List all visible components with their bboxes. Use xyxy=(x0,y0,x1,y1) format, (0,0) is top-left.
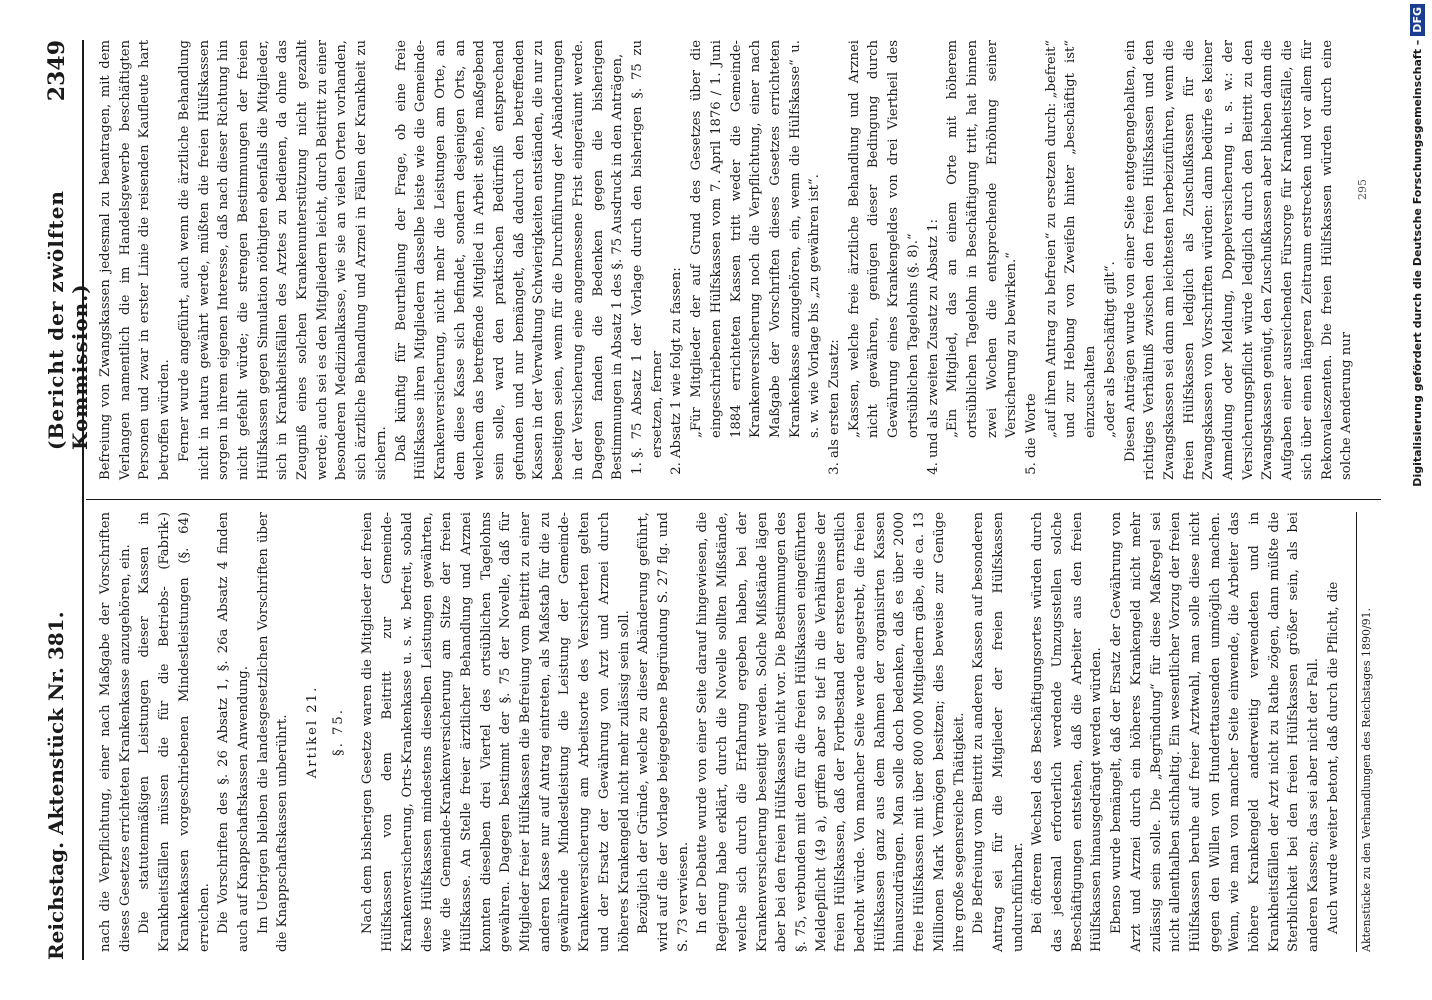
paragraph: Bei öfterem Wechsel des Beschäftigungsortes würden durch das jedesmal erforderlich werdende Umzugsstellen solche Beschäftigungen entstehen, daß die Arbeiter aus den freien Hülfskassen hinausgedrängt werden würden. xyxy=(1030,512,1105,952)
list-item xyxy=(825,40,924,458)
paragraph: Befreiung von Zwangskassen jedesmal zu beantragen, mit dem Verlangen namentlich die im Handelsgewerbe beschäftigten Personen und zwar in erster Linie die reisenden Kaufleute hart betroffen würden. xyxy=(98,40,173,480)
list-item xyxy=(667,40,825,458)
column-separator xyxy=(86,499,1381,500)
article-heading: Artikel 21. xyxy=(305,685,321,779)
list-item-text: die Worte xyxy=(1024,393,1040,458)
page-header xyxy=(44,40,92,960)
quoted-text: „oder als beschäftigt gilt“. xyxy=(1102,261,1118,438)
dfg-logo: DFG xyxy=(1410,4,1425,36)
paragraph: nach die Verpflichtung, einer nach Maßgabe der Vorschriften dieses Gesetzes errichteten Krankenkasse anzugehören, ein. xyxy=(98,512,133,952)
quoted-text: „auf ihren Antrag zu befreien“ zu ersetzen durch: „befreit“ und zur Hebung von Zweifeln hinter „beschäftigt ist“ einzuschalten xyxy=(1043,40,1099,438)
paragraph: Die Vorschriften des §. 26 Absatz 1, §. 26a Absatz 4 finden auch auf Knappschaftskassen Anwendung. xyxy=(216,512,251,952)
quoted-text: „Kassen, welche freie ärztliche Behandlung und Arznei nicht gewähren, genügen dieser Bedingung durch Gewährung eines Krankengeldes von drei Viertheil des ortsüblichen Tagelohns (§. 8).“ xyxy=(846,40,921,438)
list-item xyxy=(1022,40,1121,458)
header-right: (Bericht der zwölften Kommission.) xyxy=(44,190,92,450)
paragraph: Bezüglich der Gründe, welche zu dieser Abänderung geführt, wird auf die der Vorlage beigegebene Begründung S. 27 flg. und S. 73 verwiesen. xyxy=(636,512,691,952)
paragraph: Auch wurde weiter betont, daß durch die Pflicht, die xyxy=(1325,581,1341,934)
list-item-text: und als zweiten Zusatz zu Absatz 1: xyxy=(925,219,941,458)
list-item-text: §. 75 Absatz 1 der Vorlage durch den bisherigen §. 75 zu ersetzen, ferner xyxy=(629,40,665,458)
right-column xyxy=(96,40,1357,480)
header-left: Reichstag. Aktenstück Nr. 381. xyxy=(44,611,68,960)
paragraph: Ebenso wurde bemängelt, daß der Ersatz der Gewährung von Arzt und Arznei durch ein höheres Krankengeld nicht mehr zulässig sein solle. Die „Begründung“ für diese Maßregel sei nicht allenthalben stichhaltig. Ein wesentlicher Vorzug der freien Hülfskassen beruhe auf freier Arztwahl, man solle diese nicht gegen den Willen von Hunderttausenden unmöglich machen. Wenn, wie man von mancher Seite einwende, die Arbeiter das höhere Krankengeld anderweitig verwendeten und in Krankheitsfällen der Arzt nicht zu Rathe zögen, dann müßte die Sterblichkeit bei den freien Hülfskassen größer sein, als bei anderen Kassen; das sei aber nicht der Fall. xyxy=(1109,512,1322,952)
footnote: Aktenstücke zu den Verhandlungen des Reichstages 1890/91. xyxy=(1356,512,1373,952)
left-column xyxy=(96,512,1344,952)
paragraph: Die Befreiung vom Beitritt zu anderen Kassen auf besonderen Antrag sei für die Mitglieder der freien Hülfskassen undurchführbar. xyxy=(971,512,1026,952)
list-item xyxy=(924,40,1023,458)
signature-mark: 295 xyxy=(1356,179,1369,200)
paragraph: Die statutenmäßigen Leistungen dieser Kassen in Krankheitsfällen müssen die für die Betriebs- (Fabrik-) Krankenkassen vorgeschriebenen Mindestleistungen (§. 64) erreichen. xyxy=(137,512,212,952)
page-number: 2349 xyxy=(44,40,70,102)
quoted-text: „Ein Mitglied, das an einem Orte mit höherem ortsüblichen Tagelohn in Beschäftigung tritt, hat binnen zwei Wochen die entsprechende Erhöhung seiner Versicherung zu bewirken.“ xyxy=(945,40,1020,438)
dfg-funding-notice xyxy=(1408,4,1428,604)
motion-list xyxy=(628,40,1121,480)
scanned-page xyxy=(26,0,1406,1000)
section-heading: §. 75. xyxy=(330,708,346,756)
header-rule xyxy=(82,40,84,960)
paragraph: In der Debatte wurde von einer Seite darauf hingewiesen, die Regierung habe erklärt, durch die Novelle sollten Mißstände, welche sich durch die Erfahrung ergeben haben, bei der Krankenversicherung beseitigt werden. Solche Mißstände lägen aber bei den freien Hülfskassen nicht vor. Die Bestimmungen des §. 75, verbunden mit den für die freien Hülfskassen eingeführten Meldepflicht (49 a), griffen aber so tief in die Verhältnisse der freien Hülfskassen, daß der Fortbestand der ersteren ernstlich bedroht würde. Von mancher Seite werde angestrebt, die freien Hülfskassen ganz aus dem Rahmen der organisirten Kassen hinauszudrängen. Man solle doch bedenken, daß es über 2000 freie Hülfskassen mit über 800 000 Mitgliedern gäbe, die ca. 13 Millionen Mark Vermögen besitzen; dies beweise zur Genüge ihre große segensreiche Thätigkeit. xyxy=(695,512,967,952)
paragraph: Daß künftig für Beurtheilung der Frage, ob eine freie Hülfskasse ihren Mitgliedern dasselbe leiste wie die Gemeinde-Krankenversicherung, nicht mehr die Leistungen am Orte, an dem diese Kasse sich befindet, sondern desjenigen Orts, an welchem das betreffende Mitglied in Arbeit stehe, maßgebend sein solle, ward den praktischen Bedürfniß entsprechend gefunden und nur bemängelt, daß dadurch den betreffenden Kassen in der Verwaltung Schwierigkeiten entständen, die nur zu beseitigen seien, wenn für die Durchführung der Abänderungen in der Versicherung eine angemessene Frist eingeräumt werde. Dagegen fanden die Bedenken gegen die bisherigen Bestimmungen in Absatz 1 des §. 75 Ausdruck in den Anträgen, xyxy=(393,40,626,480)
paragraph: Im Uebrigen bleiben die landesgesetzlichen Vorschriften über die Knappschaftskassen unberührt. xyxy=(255,512,291,952)
paragraph: Nach dem bisherigen Gesetze waren die Mitglieder der freien Hülfskassen von dem Beitritt zur Gemeinde-Krankenversicherung, Orts-Krankenkasse u. s. w. befreit, sobald diese Hülfskassen mindestens dieselben Leistungen gewährten, wie die Gemeinde-Krankenversicherung am Sitze der freien Hülfskasse. An Stelle freier ärztlicher Behandlung und Arznei konnten dieselben drei Viertel des ortsüblichen Tagelohns gewähren. Dagegen bestimmt der §. 75 der Novelle, daß für Mitglieder freier Hülfskassen die Befreiung vom Beitritt zu einer anderen Kasse nur auf Antrag eintreten, als Maßstab für die zu gewährende Mindestleistung die Leistung der Gemeinde-Krankenversicherung am Arbeitsorte des Versicherten gelten und der Ersatz der Gewährung von Arzt und Arznei durch höheres Krankengeld nicht mehr zulässig sein soll. xyxy=(360,512,632,952)
dfg-notice-text: Digitalisierung gefördert durch die Deutsche Forschungsgemeinschaft – xyxy=(1411,39,1424,487)
list-item-text: als ersten Zusatz: xyxy=(827,339,843,458)
list-item-text: Absatz 1 wie folgt zu fassen: xyxy=(669,267,685,458)
paragraph: Ferner wurde angeführt, auch wenn die ärztliche Behandlung nicht in natura gewährt werde, müßten die freien Hülfskassen sorgen in ihrem eigenen Interesse, daß nach dieser Richtung hin nicht gefehlt würde; die strengen Bestimmungen der freien Hülfskassen gegen Simulation nöthigten ebenfalls die Mitglieder, sich in Krankheitsfällen des Arztes zu bedienen, da ohne das Zeugniß eines solchen Krankenunterstützung nicht gezahlt werde; auch sei es den Mitgliedern leicht, durch Beitritt zu einer besonderen Medizinalkasse, wie sie an vielen Orten vorhanden, sich ärztliche Behandlung und Arznei in Fällen der Krankheit zu sichern. xyxy=(176,40,389,480)
quoted-text: „Für Mitglieder der auf Grund des Gesetzes über die eingeschriebenen Hülfskassen vom 7. April 1876 / 1. Juni 1884 errichteten Kassen tritt weder die Gemeinde-Krankenversicherung noch die Verpflichtung, einer nach Maßgabe der Vorschriften dieses Gesetzes errichteten Krankenkasse anzugehören, ein, wenn die Hülfskasse“ u. s. w. wie Vorlage bis „zu gewähren ist“. xyxy=(689,40,823,438)
list-item xyxy=(628,40,667,458)
paragraph: Diesen Anträgen wurde von einer Seite entgegengehalten, ein richtiges Verhältniß zwischen den freien Hülfskassen und den Zwangskassen sei dann am leichtesten herbeizuführen, wenn die freien Hülfskassen lediglich als Zuschußkassen für die Zwangskassen von Vorschriften würden: dann bedürfe es keiner Anmeldung oder Meldung, Doppelversicherung u. s. w.: der Versicherungspflicht würde lediglich durch den Beitritt zu den Zwangskassen genügt, den Zuschußkassen aber blieben dann die Aufgaben einer ausreichenden Fürsorge für Krankheitsfälle, die sich über einen längeren Zeitraum erstrecken und vor allem für Rekonvaleszenten. Die freien Hülfskassen würden durch eine solche Aenderung nur xyxy=(1122,40,1355,480)
